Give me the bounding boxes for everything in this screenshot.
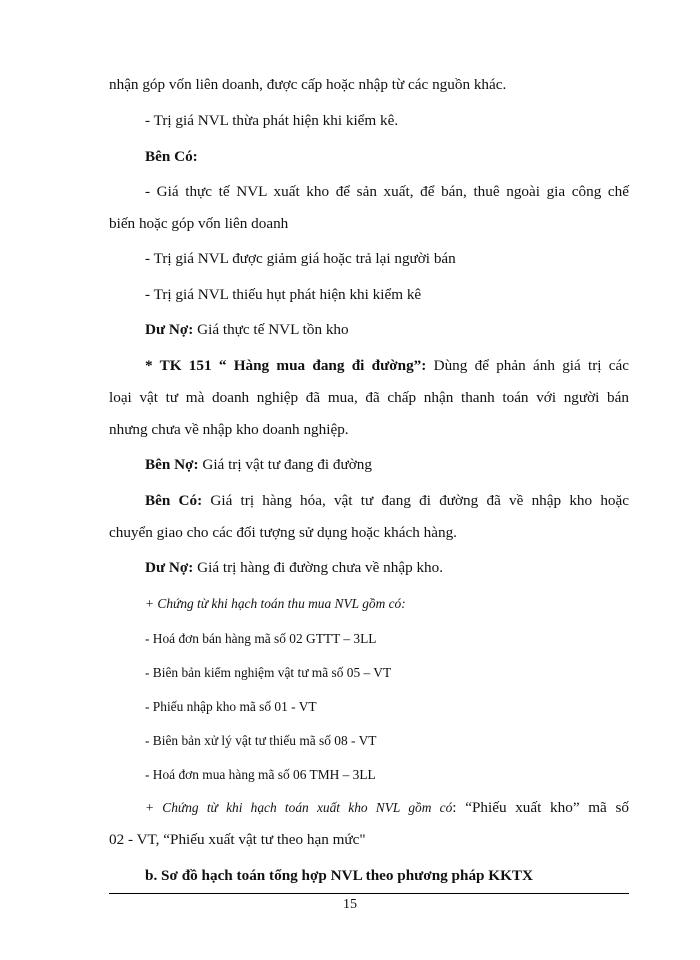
section-heading: b. Sơ đồ hạch toán tổng hợp NVL theo phương pháp KKTX (145, 867, 533, 884)
text-line: nhận góp vốn liên doanh, được cấp hoặc nhập từ các nguồn khác. (109, 76, 507, 93)
label-text: Giá thực tế NVL tồn kho (193, 321, 349, 338)
text-line: - Trị giá NVL được giảm giá hoặc trả lại người bán (145, 250, 456, 267)
section-heading: Bên Có: (145, 148, 198, 165)
label-text: Dùng để phản ánh giá trị các (426, 357, 630, 374)
label-text: Giá trị hàng đi đường chưa về nhập kho. (193, 559, 444, 576)
text-line: chuyển giao cho các đối tượng sử dụng hoặc khách hàng. (109, 524, 457, 541)
text-line: biến hoặc góp vốn liên doanh (109, 215, 289, 232)
text-line (145, 356, 629, 376)
text-line (145, 798, 629, 818)
label-text: : “Phiếu xuất kho” mã số (452, 799, 629, 816)
text-line (145, 455, 629, 475)
text-line: - Trị giá NVL thiếu hụt phát hiện khi kiểm kê (145, 286, 422, 303)
footer-rule (109, 893, 629, 894)
label-bold: Bên Nợ: (145, 456, 199, 473)
page-number: 15 (343, 897, 357, 912)
label-text: Giá trị vật tư đang đi đường (198, 456, 372, 473)
text-line: - Giá thực tế NVL xuất kho để sản xuất, để bán, thuê ngoài gia công chế (145, 183, 629, 200)
label-italic: + Chứng từ khi hạch toán xuất kho NVL gồm có (145, 800, 453, 815)
label-bold: Dư Nợ: (145, 559, 194, 576)
list-item: - Hoá đơn bán hàng mã số 02 GTTT – 3LL (145, 631, 377, 646)
text-line (145, 320, 629, 340)
list-item: - Biên bản kiểm nghiệm vật tư mã số 05 – VT (145, 665, 392, 680)
list-item: - Hoá đơn mua hàng mã số 06 TMH – 3LL (145, 767, 376, 782)
text-line: 02 - VT, “Phiếu xuất vật tư theo hạn mức" (109, 831, 366, 848)
list-item: - Phiếu nhập kho mã số 01 - VT (145, 699, 317, 714)
text-line: + Chứng từ khi hạch toán thu mua NVL gồm có: (145, 596, 406, 611)
label-bold: * TK 151 “ Hàng mua đang đi đường”: (145, 357, 427, 374)
label-bold: Bên Có: (145, 492, 203, 509)
text-line: nhưng chưa về nhập kho doanh nghiệp. (109, 421, 349, 438)
text-line: loại vật tư mà doanh nghiệp đã mua, đã chấp nhận thanh toán với người bán (109, 389, 629, 406)
label-bold: Dư Nợ: (145, 321, 194, 338)
label-text: Giá trị hàng hóa, vật tư đang đi đường đã về nhập kho hoặc (202, 492, 630, 509)
list-item: - Biên bản xử lý vật tư thiếu mã số 08 - VT (145, 733, 377, 748)
text-line (145, 558, 629, 578)
text-line: - Trị giá NVL thừa phát hiện khi kiểm kê. (145, 112, 399, 129)
text-line (145, 491, 629, 511)
